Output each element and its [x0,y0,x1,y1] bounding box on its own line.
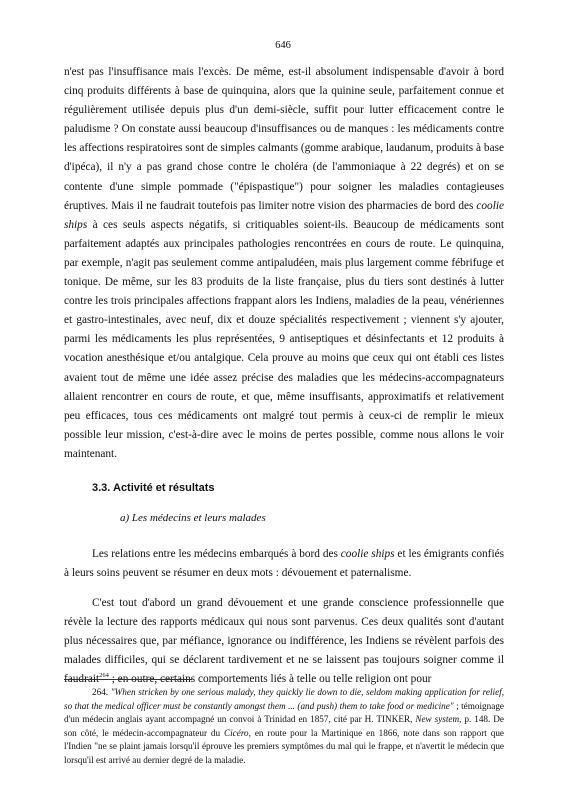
paragraph-2 [64,545,504,583]
footnote-reference[interactable]: 264 [99,672,109,680]
page-number: 646 [275,40,291,51]
p3-text-2: ; en outre, certains comportements liés à telle ou telle religion ont pour [108,673,432,686]
p2-text-2: et les émigrants confiés à leurs soins peuvent se résumer en deux mots : dévouement et paternalisme. [64,548,504,580]
footnote-text-3: , en route pour la Martinique en 1866, note dans son rapport que l'Indien "ne se plaint jamais lorsqu'il éprouve les premiers symptômes du mal qui le frappe, et n'avertit le médecin que lorsqu'il est arrivé au dernier degré de la maladie. [64,727,504,765]
footnote-divider [64,679,192,680]
footnote-quote: "When stricken by one serious malady, they quickly lie down to die, seldom making application for relief, so that the medical officer must be constantly amongst them ... (and push) them to take food or medicine" [64,687,504,711]
footnote-book-title: New system [415,714,460,725]
intro-term-coolie-ships: coolie ships [64,199,504,231]
section-heading: 3.3. Activité et résultats [92,482,215,494]
intro-text-1: n'est pas l'insuffisance mais l'excès. De même, est-il absolument indispensable d'avoir à bord cinq produits différents à base de quinquina, alors que la quinine seule, parfaitement connue et régulièrement utilisée depuis plus d'un demi-siècle, suffit pour lutter efficacement contre le paludisme ? On constate aussi beaucoup d'insuffisances ou de manques : les médicaments contre les affections respiratoires sont de simples calmants (gomme arabique, laudanum, produits à base d'ipéca), il n'y a pas grand chose contre le choléra (de l'ammoniaque à 22 degrés) et on se contente d'une simple pommade ("épispastique") pour soigner les maladies contagieuses éruptives. Mais il ne faudrait toutefois pas limiter notre vision des pharmacies de bord des [64,66,504,212]
footnote-text-2: , p. 148. De son côté, le médecin-accompagnateur du [64,714,504,738]
p3-text-1: C'est tout d'abord un grand dévouement et une grande conscience professionnelle que révèle la lecture des rapports médicaux qui nous sont parvenus. Ces deux qualités sont d'autant plus nécessaires que, par méfiance, ignorance ou indifférence, les Indiens se révèlent parfois des malades difficiles, qui se déclarent tardivement et ne se laissent pas toujours soigner comme il faudrait [64,597,504,686]
footnote-number: 264. [92,687,111,697]
intro-paragraph [64,63,504,464]
paragraph-3 [64,594,504,689]
footnote-text-1: ; témoignage d'un médecin anglais ayant accompagné un convoi à Trinidad en 1857, cité par H. TINKER, [64,700,504,725]
footnote-ship-name: Cicéro [223,727,249,738]
intro-text-2: à ces seuls aspects négatifs, si critiquables soient-ils. Beaucoup de médicaments sont parfaitement adaptés aux principales pathologies rencontrées en cours de route. Le quinquina, par exemple, n'agit pas seulement comme antipaludéen, mais plus largement comme fébrifuge et tonique. De même, sur les 83 produits de la liste française, plus du tiers sont destinés à lutter contre les trois principales affections frappant alors les Indiens, maladies de la peau, vénériennes et gastro-intestinales, avec neuf, dix et douze spécialités respectivement ; viennent s'y ajouter, parmi les médicaments les plus représentées, 9 antiseptiques et désinfectants et 12 produits à vocation anesthésique et/ou antalgique. Cela prouve au moins que ceux qui ont établi ces listes avaient tout de même une idée assez précise des maladies que les médecins-accompagnateurs allaient rencontrer en cours de route, et que, même insuffisants, approximatifs et relativement peu efficaces, tous ces médicaments ont malgré tout permis à ceux-ci de remplir le mieux possible leur mission, c'est-à-dire avec le moins de pertes possible, comme nous allons le voir maintenant. [64,218,504,460]
p2-text-1: Les relations entre les médecins embarqués à bord des [92,548,341,560]
p2-term-coolie-ships: coolie ships [340,548,395,560]
footnote-264 [64,686,504,768]
subsection-heading: a) Les médecins et leurs malades [120,512,266,524]
